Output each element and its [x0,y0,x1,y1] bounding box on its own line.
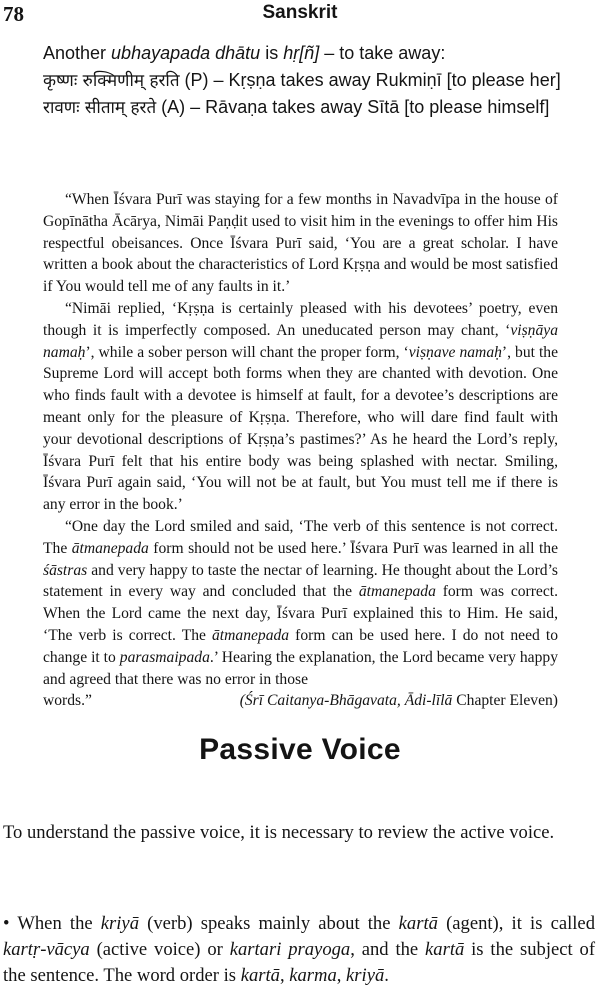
term-ubhayapada: ubhayapada dhātu [111,43,261,63]
quote-paragraph-2: “Nimāi replied, ‘Kṛṣṇa is certainly pleased with his devotees’ poetry, even though it is imperfectly composed. An uneducated person may chant, ‘viṣṇāya namaḥ’, while a sober person will chant the proper form, ‘viṣṇave namaḥ’, but the Supreme Lord will accept both forms when they are chanted with devotion. One who finds fault with a devotee is himself at fault, for a devotee’s descriptions are meant only for the pleasure of Kṛṣṇa. Therefore, who will dare find fault with your devotional descriptions of Kṛṣṇa’s pastimes?’ As he heard the Lord’s reply, Īśvara Purī felt that his entire body was being splashed with nectar. Smiling, Īśvara Purī again said, ‘You will not be at fault, but You must tell me if there is any error in the book.’ [43,299,559,514]
page-number: 78 [3,2,24,26]
quote-paragraph-3: “One day the Lord smiled and said, ‘The verb of this sentence is not correct. The ātmanepada form should not be used here.’ Īśvara Purī was learned in all the śāstras and very happy to taste the nectar of learning. He thought about the Lord’s statement in every way and concluded that the ātmanepada form was correct. When the Lord came the next day, Īśvara Purī explained this to Him. He said, ‘The verb is correct. The ātmanepada form can be used here. I do not need to change it to parasmaipada.’ Hearing the explanation, the Lord became very happy and agreed that there was no error in those [43,517,559,688]
example-krsna: कृष्णः रुक्मिणीम् हरति (P) – Kṛṣṇa takes away Rukmiṇī [to please her] [43,69,561,91]
intro-line: Another ubhayapada dhātu is hṛ[ñ] – to take away: [43,43,446,63]
page-header [0,0,600,26]
body-paragraph-bullet: • When the kriyā (verb) speaks mainly about the kartā (agent), it is called kartṛ-vācya (active voice) or kartari prayoga, and the kartā is the subject of the sentence. The word order is kartā, karma, kriyā. [3,913,596,986]
quote-last-word: words.” [43,692,92,710]
quote-closing-line [43,690,558,712]
section-heading: Passive Voice [199,733,401,766]
devanagari-example-2: रावणः सीताम् हरते [43,98,157,118]
citation: (Śrī Caitanya-Bhāgavata, Ādi-līlā Chapter Eleven) [239,692,558,710]
quote-paragraph-1: “When Īśvara Purī was staying for a few months in Navadvīpa in the house of Gopīnātha Ācārya, Nimāi Paṇḍit used to visit him in the evenings to offer him His respectful obeisances. Once Īśvara Purī said, ‘You are a great scholar. I have written a book about the characteristics of Lord Kṛṣṇa and would be most satisfied if You would tell me of any faults in it.’ [43,191,558,296]
body-paragraph-1: To understand the passive voice, it is necessary to review the active voice. [3,822,555,843]
root-hr: hṛ[ñ] [283,43,320,63]
intro-examples [43,40,591,122]
running-title: Sanskrit [262,2,338,23]
block-quote [43,189,558,712]
devanagari-example-1: कृष्णः रुक्मिणीम् हरति [43,70,180,91]
example-ravana: रावणः सीताम् हरते (A) – Rāvaṇa takes away Sītā [to please himself] [43,97,550,118]
